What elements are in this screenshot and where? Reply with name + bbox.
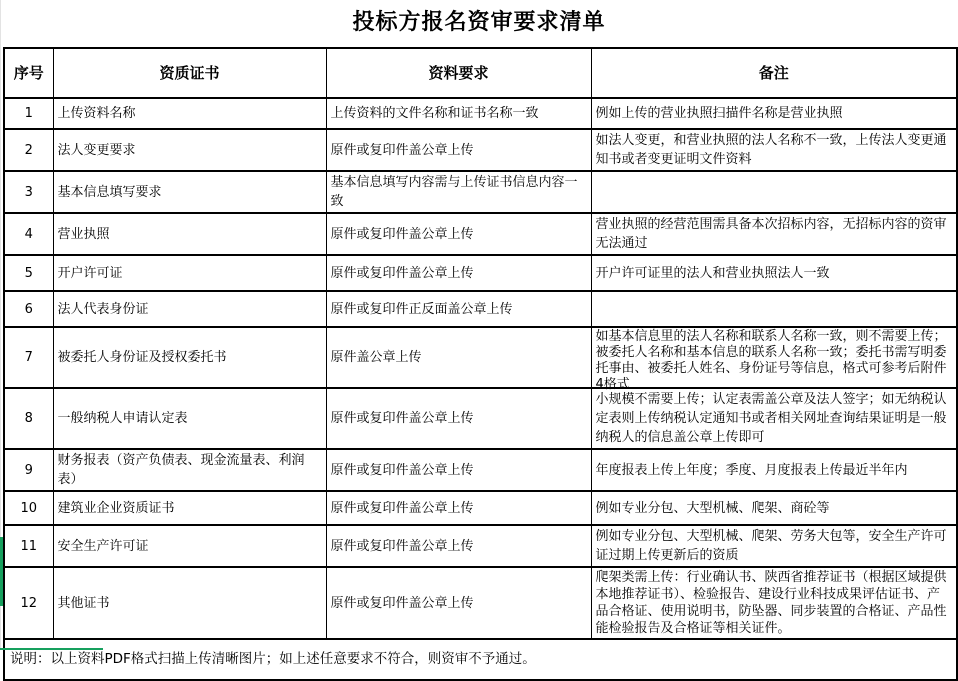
cell-note: 开户许可证里的法人和营业执照法人一致 bbox=[591, 255, 957, 291]
clipped-note-text: 如基本信息里的法人名称和联系人名称一致，则不需要上传；被委托人名称和基本信息的联系人名称一致；委托书需写明委托事由、被委托人姓名、身份证号等信息，格式可参考后附件4格式 bbox=[595, 329, 947, 392]
header-row bbox=[4, 48, 957, 98]
cell-no: 5 bbox=[4, 255, 53, 291]
cell-no: 6 bbox=[4, 291, 53, 327]
table-row bbox=[4, 129, 957, 171]
cell-cert: 财务报表（资产负债表、现金流量表、利润表） bbox=[53, 449, 326, 491]
cell-req: 基本信息填写内容需与上传证书信息内容一致 bbox=[326, 171, 591, 213]
cell-cert: 建筑业企业资质证书 bbox=[53, 491, 326, 525]
cell-cert: 被委托人身份证及授权委托书 bbox=[53, 327, 326, 388]
table-row bbox=[4, 213, 957, 255]
cell-req: 原件或复印件盖公章上传 bbox=[326, 213, 591, 255]
cell-cert: 营业执照 bbox=[53, 213, 326, 255]
cell-cert: 一般纳税人申请认定表 bbox=[53, 388, 326, 449]
table-row bbox=[4, 171, 957, 213]
cell-no: 4 bbox=[4, 213, 53, 255]
table-row bbox=[4, 327, 957, 388]
column-header-no: 序号 bbox=[4, 48, 53, 98]
cell-cert: 基本信息填写要求 bbox=[53, 171, 326, 213]
cell-note: 爬架类需上传：行业确认书、陕西省推荐证书（根据区域提供本地推荐证书）、检验报告、建设行业科技成果评估证书、产品合格证、使用说明书，防坠器、同步装置的合格证、产品性能检验报告及合格证等相关证件。 bbox=[591, 567, 957, 639]
cell-no: 1 bbox=[4, 98, 53, 129]
cell-no: 12 bbox=[4, 567, 53, 639]
cell-note: 例如专业分包、大型机械、爬架、商砼等 bbox=[591, 491, 957, 525]
table-row bbox=[4, 291, 957, 327]
cell-no: 9 bbox=[4, 449, 53, 491]
cell-cert: 开户许可证 bbox=[53, 255, 326, 291]
table-row bbox=[4, 525, 957, 567]
cell-req: 原件或复印件盖公章上传 bbox=[326, 491, 591, 525]
cell-note bbox=[591, 291, 957, 327]
table-row bbox=[4, 388, 957, 449]
cell-req: 原件或复印件盖公章上传 bbox=[326, 449, 591, 491]
cell-no: 11 bbox=[4, 525, 53, 567]
requirements-table bbox=[3, 47, 958, 681]
cell-req: 上传资料的文件名称和证书名称一致 bbox=[326, 98, 591, 129]
cell-note: 营业执照的经营范围需具备本次招标内容，无招标内容的资审无法通过 bbox=[591, 213, 957, 255]
column-header-note: 备注 bbox=[591, 48, 957, 98]
table-row bbox=[4, 491, 957, 525]
cell-note: 小规模不需要上传；认定表需盖公章及法人签字；如无纳税认定表则上传纳税认定通知书或者相关网址查询结果证明是一般纳税人的信息盖公章上传即可 bbox=[591, 388, 957, 449]
cell-cert: 上传资料名称 bbox=[53, 98, 326, 129]
cell-req: 原件或复印件盖公章上传 bbox=[326, 129, 591, 171]
footer-note: 说明：以上资料PDF格式扫描上传清晰图片；如上述任意要求不符合，则资审不予通过。 bbox=[4, 639, 957, 680]
cell-note: 如法人变更，和营业执照的法人名称不一致，上传法人变更通知书或者变更证明文件资料 bbox=[591, 129, 957, 171]
cell-req: 原件或复印件盖公章上传 bbox=[326, 567, 591, 639]
table-row bbox=[4, 567, 957, 639]
cell-req: 原件或复印件正反面盖公章上传 bbox=[326, 291, 591, 327]
table-row bbox=[4, 255, 957, 291]
cell-note: 年度报表上传上年度；季度、月度报表上传最近半年内 bbox=[591, 449, 957, 491]
cell-req: 原件或复印件盖公章上传 bbox=[326, 255, 591, 291]
cell-no: 3 bbox=[4, 171, 53, 213]
footer-row bbox=[4, 639, 957, 680]
cell-req: 原件盖公章上传 bbox=[326, 327, 591, 388]
selection-border-left bbox=[0, 537, 3, 606]
column-header-cert: 资质证书 bbox=[53, 48, 326, 98]
cell-no: 8 bbox=[4, 388, 53, 449]
cell-note bbox=[591, 327, 957, 392]
cell-req: 原件或复印件盖公章上传 bbox=[326, 525, 591, 567]
cell-cert: 法人代表身份证 bbox=[53, 291, 326, 327]
cell-cert: 其他证书 bbox=[53, 567, 326, 639]
cell-cert: 安全生产许可证 bbox=[53, 525, 326, 567]
cell-no: 2 bbox=[4, 129, 53, 171]
cell-no: 7 bbox=[4, 327, 53, 388]
cell-cert: 法人变更要求 bbox=[53, 129, 326, 171]
cell-note: 例如专业分包、大型机械、爬架、劳务大包等，安全生产许可证过期上传更新后的资质 bbox=[591, 525, 957, 567]
column-header-req: 资料要求 bbox=[326, 48, 591, 98]
page-title: 投标方报名资审要求清单 bbox=[352, 10, 606, 35]
table-row bbox=[4, 449, 957, 491]
cell-note bbox=[591, 171, 957, 213]
selection-border-bottom bbox=[0, 648, 103, 650]
cell-note: 例如上传的营业执照扫描件名称是营业执照 bbox=[591, 98, 957, 129]
table-row bbox=[4, 98, 957, 129]
cell-no: 10 bbox=[4, 491, 53, 525]
cell-req: 原件或复印件盖公章上传 bbox=[326, 388, 591, 449]
